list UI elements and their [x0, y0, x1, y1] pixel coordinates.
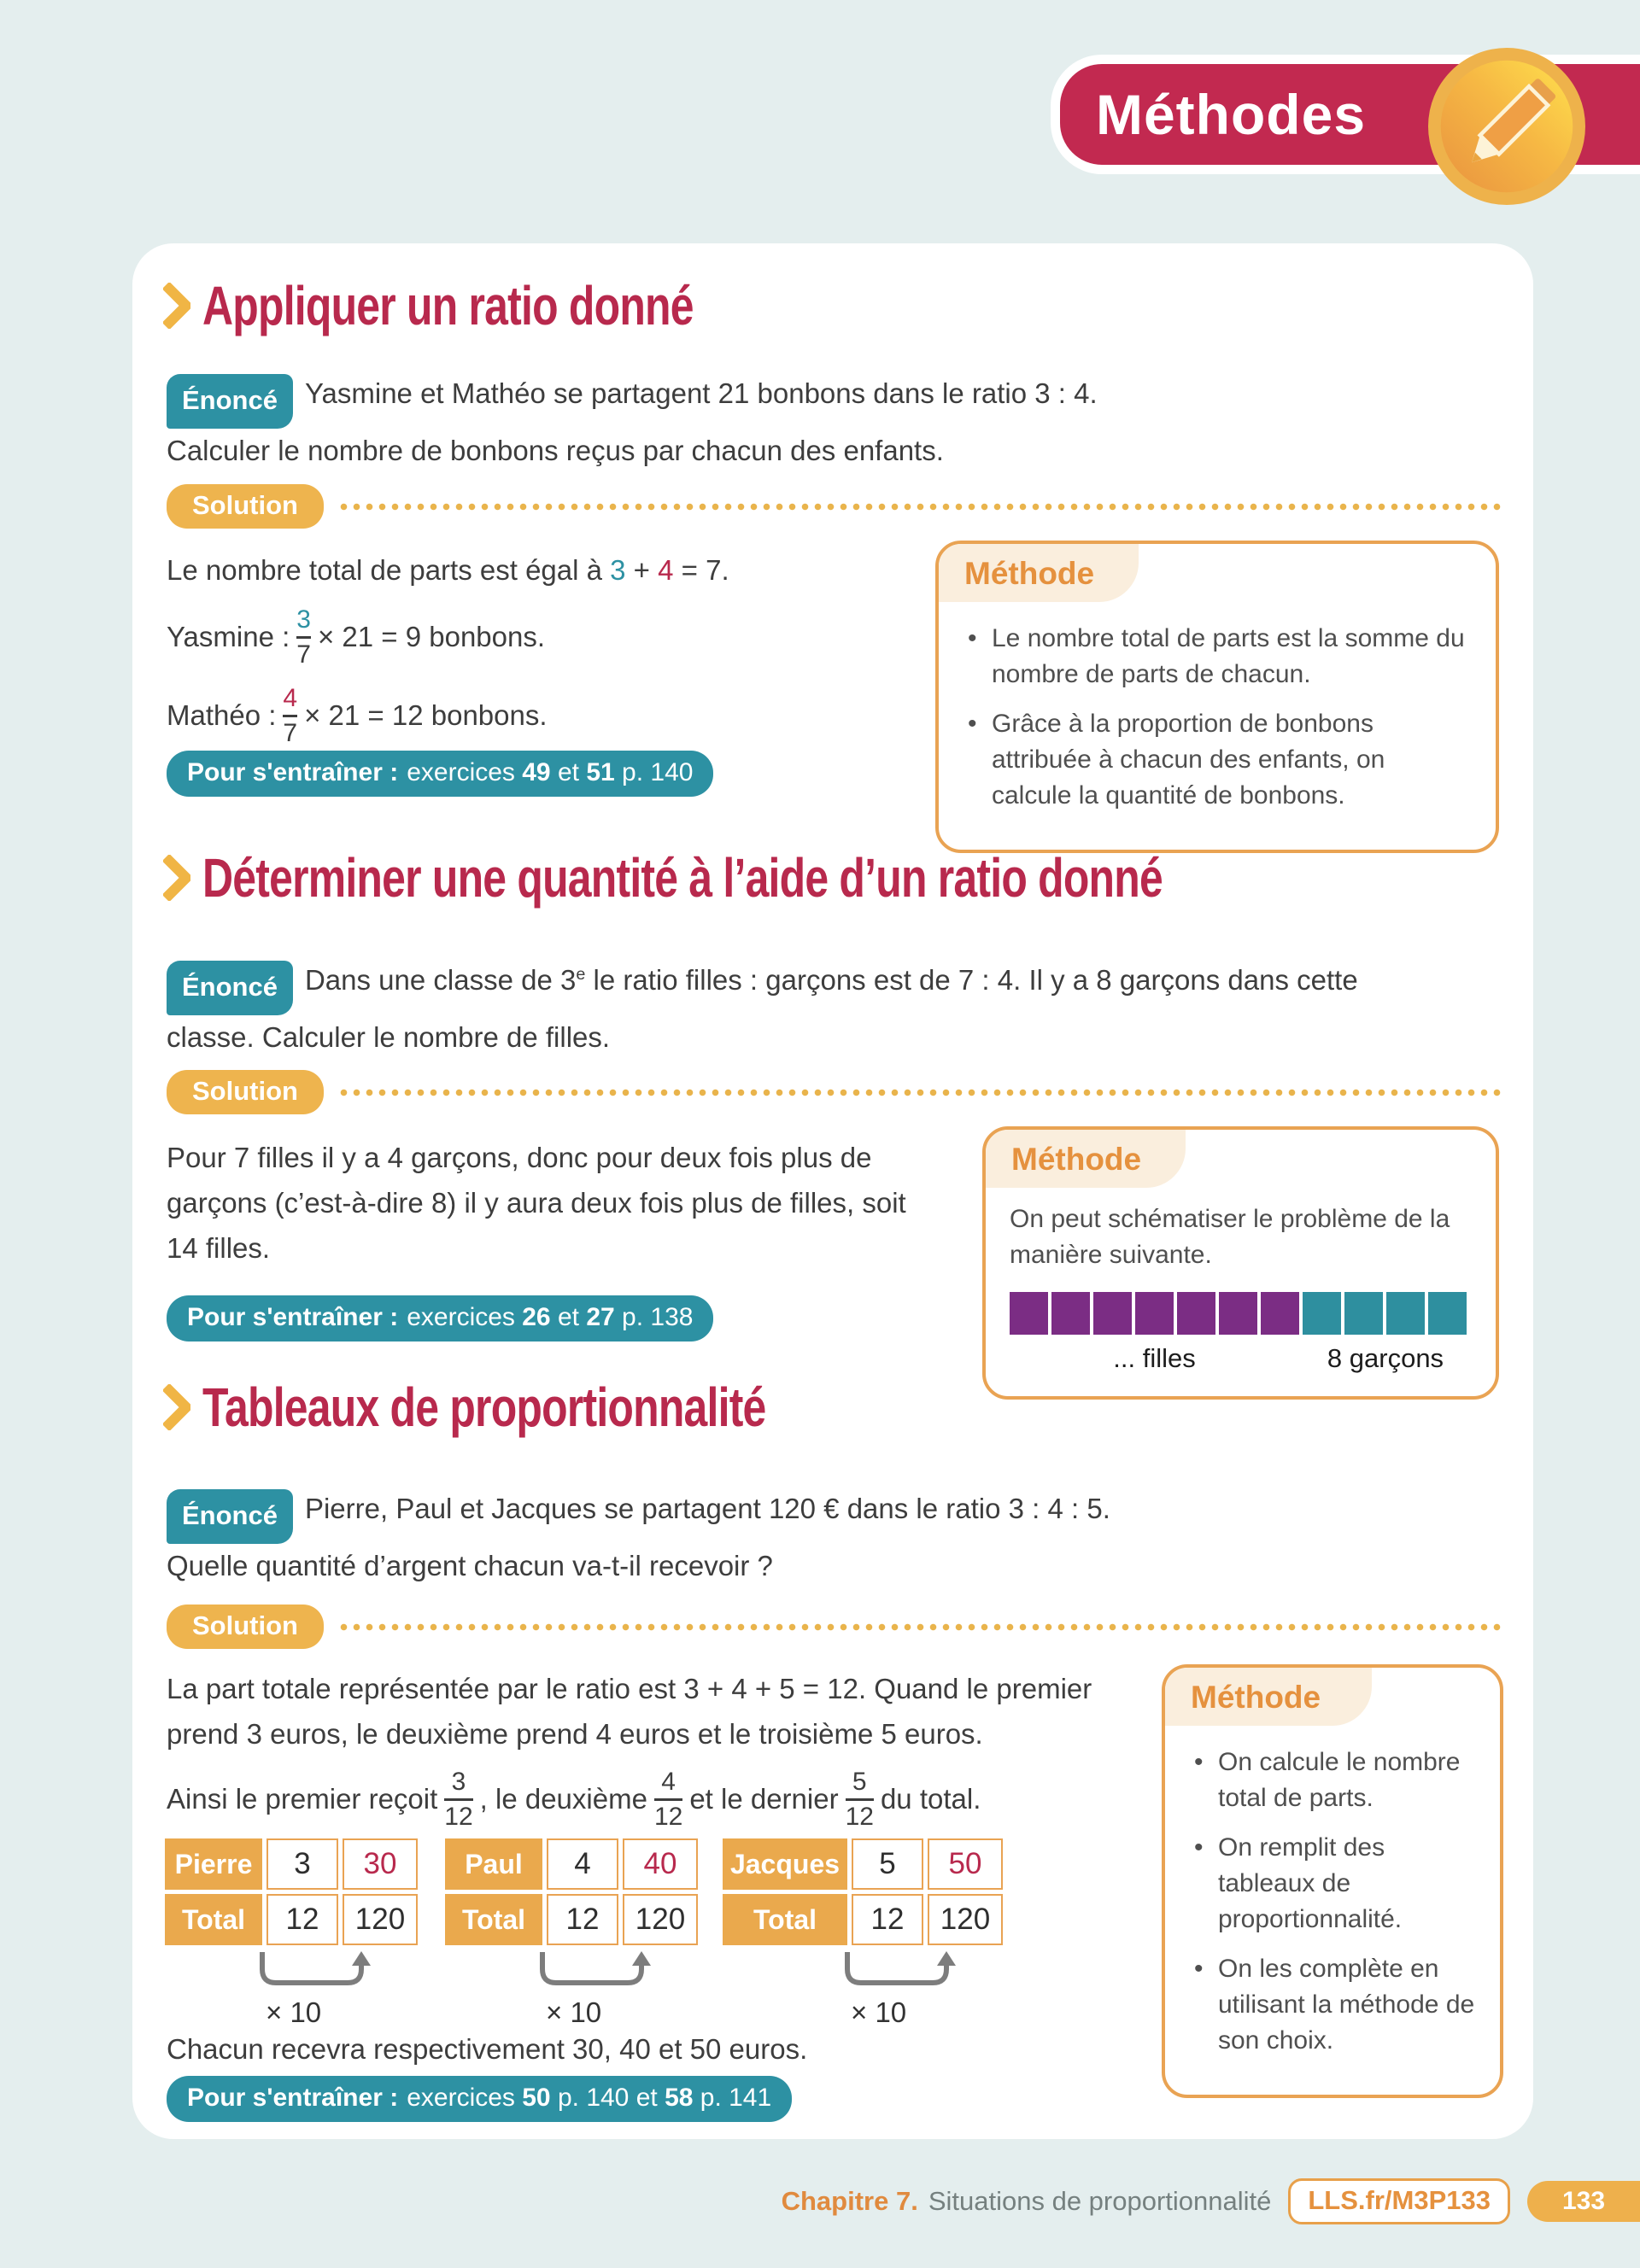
enonce-badge: Énoncé [167, 1489, 293, 1544]
table-row-header: Jacques [723, 1838, 847, 1890]
chevron-icon [163, 283, 190, 329]
times-ten-arrow [835, 1950, 964, 1995]
table-cell: 12 [547, 1894, 618, 1945]
ratio-square [1386, 1292, 1425, 1335]
lls-code-badge[interactable]: LLS.fr/M3P133 [1288, 2178, 1510, 2224]
times-ten-arrow [250, 1950, 378, 1995]
superscript: e [576, 965, 586, 984]
table-row-header: Pierre [165, 1838, 262, 1890]
footer-chapter: Chapitre 7. [781, 2186, 918, 2216]
table-cell-result: 40 [623, 1838, 698, 1890]
solution-body [167, 547, 927, 755]
table-cell: 5 [852, 1838, 923, 1890]
dotted-divider [337, 503, 1503, 511]
dotted-divider [337, 1089, 1503, 1096]
table-cell-result: 50 [928, 1838, 1003, 1890]
enonce-badge: Énoncé [167, 374, 293, 429]
solution-math-line: Yasmine : $\frac{3}{7}$ × 21 = 9 bonbons. [167, 605, 546, 669]
table-cell: 3 [266, 1838, 338, 1890]
method-header: Méthode [986, 1130, 1186, 1188]
section-title: Tableaux de proportionnalité [202, 1377, 766, 1438]
practice-pill: Pour s'entraîner : exercices 49 et 51 p. 140 [167, 751, 713, 797]
ratio-square [1303, 1292, 1341, 1335]
method-box [982, 1126, 1499, 1400]
filles-label: ... filles [1113, 1343, 1196, 1373]
method-bullets [963, 621, 1472, 814]
ratio-part-1: 3 [610, 554, 626, 586]
proportionality-table [165, 1838, 418, 1945]
table-block-paul [445, 1838, 698, 2029]
enonce-text-line1: Dans une classe de 3e le ratio filles : garçons est de 7 : 4. Il y a 8 garçons dans cette [304, 964, 1358, 996]
section-title: Appliquer un ratio donné [202, 275, 694, 336]
enonce-text-line2: Calculer le nombre de bonbons reçus par chacun des enfants. [167, 435, 944, 466]
multiplier-label: × 10 [851, 1996, 907, 2028]
fraction: $\frac{4}{12}$ [653, 1767, 683, 1831]
ratio-square [1219, 1292, 1257, 1335]
method-bullets [1189, 1745, 1476, 2059]
conclusion-text: Chacun recevra respectivement 30, 40 et 50 euros. [167, 2033, 808, 2065]
table-row-header: Total [445, 1894, 542, 1945]
page-footer [0, 2177, 1640, 2225]
method-box [935, 541, 1499, 853]
enonce-text-line1: Pierre, Paul et Jacques se partagent 120 € dans le ratio 3 : 4 : 5. [304, 1493, 1110, 1524]
ratio-square [1010, 1292, 1048, 1335]
times-ten-arrow [530, 1950, 659, 1995]
fraction: $\frac{3}{7}$ [296, 605, 311, 669]
method-bullet: • Le nombre total de parts est la somme du nombre de parts de chacun. [963, 621, 1472, 693]
enonce-text-line1: Yasmine et Mathéo se partagent 21 bonbons dans le ratio 3 : 4. [304, 377, 1098, 409]
ratio-bar-chart [1010, 1292, 1472, 1335]
ratio-square [1428, 1292, 1467, 1335]
enonce-paragraph [167, 371, 1482, 473]
ratio-part-2: 4 [658, 554, 674, 586]
chevron-icon [163, 1384, 190, 1430]
proportionality-table [445, 1838, 698, 1945]
method-header: Méthode [939, 544, 1139, 602]
section-title-row [163, 1376, 925, 1439]
ratio-square [1093, 1292, 1132, 1335]
solution-badge: Solution [167, 1605, 324, 1649]
ratio-square [1051, 1292, 1090, 1335]
content-panel [132, 243, 1533, 2139]
multiplier-label: × 10 [546, 1996, 602, 2028]
table-row-header: Total [723, 1894, 847, 1945]
section-title: Déterminer une quantité à l’aide d’un ratio donné [202, 847, 1163, 909]
table-cell: 12 [266, 1894, 338, 1945]
method-header: Méthode [1165, 1668, 1372, 1726]
solution-body [167, 1666, 1157, 1838]
table-block-pierre [165, 1838, 418, 2029]
method-box [1162, 1664, 1503, 2098]
fraction: $\frac{5}{12}$ [845, 1767, 874, 1831]
chevron-icon [163, 855, 190, 901]
table-cell: 120 [343, 1894, 418, 1945]
ratio-bar-filles [1010, 1292, 1299, 1335]
ratio-bar-labels [1010, 1343, 1472, 1374]
table-cell: 120 [928, 1894, 1003, 1945]
table-cell: 4 [547, 1838, 618, 1890]
ratio-square [1344, 1292, 1383, 1335]
page-number-badge: 133 [1527, 2181, 1640, 2222]
ratio-square [1261, 1292, 1299, 1335]
practice-row [167, 2076, 792, 2122]
enonce-paragraph [167, 1487, 1482, 1588]
table-cell: 120 [623, 1894, 698, 1945]
footer-chapter-title: Situations de proportionnalité [928, 2186, 1272, 2216]
table-cell: 12 [852, 1894, 923, 1945]
table-row-header: Total [165, 1894, 262, 1945]
solution-body: Pour 7 filles il y a 4 garçons, donc pour deux fois plus de garçons (c’est-à-dire 8) il y aura deux fois plus de filles, soit 14 filles. [167, 1142, 906, 1264]
practice-row [167, 751, 713, 797]
multiplier-label: × 10 [266, 1996, 322, 2028]
solution-row [167, 1605, 1503, 1649]
enonce-paragraph [167, 952, 1482, 1060]
ratio-square [1177, 1292, 1215, 1335]
enonce-text-line2: classe. Calculer le nombre de filles. [167, 1021, 611, 1053]
fraction: $\frac{3}{12}$ [444, 1767, 473, 1831]
pencil-icon [1428, 48, 1585, 205]
practice-pill: Pour s'entraîner : exercices 50 p. 140 et 58 p. 141 [167, 2076, 792, 2122]
garcons-label: 8 garçons [1327, 1343, 1444, 1373]
fraction: $\frac{4}{7}$ [283, 683, 298, 747]
solution-paragraph: La part totale représentée par le ratio est 3 + 4 + 5 = 12. Quand le premier prend 3 euros, le deuxième prend 4 euros et le troisième 5 euros. [167, 1673, 1092, 1750]
method-bullet: • Grâce à la proportion de bonbons attribuée à chacun des enfants, on calcule la quantité de bonbons. [963, 706, 1472, 814]
table-block-jacques [723, 1838, 1003, 2029]
solution-row [167, 1070, 1503, 1114]
dotted-divider [337, 1623, 1503, 1631]
solution-math-line: Mathéo : $\frac{4}{7}$ × 21 = 12 bonbons. [167, 683, 548, 747]
solution-row [167, 484, 1503, 529]
ratio-square [1135, 1292, 1174, 1335]
enonce-badge: Énoncé [167, 961, 293, 1015]
proportionality-table [723, 1838, 1003, 1945]
practice-row [167, 1295, 713, 1342]
enonce-text-line2: Quelle quantité d’argent chacun va-t-il recevoir ? [167, 1550, 773, 1581]
table-cell-result: 30 [343, 1838, 418, 1890]
section-title-row [163, 846, 1433, 909]
table-row-header: Paul [445, 1838, 542, 1890]
method-bullet: • On calcule le nombre total de parts. [1189, 1745, 1476, 1816]
solution-badge: Solution [167, 1070, 324, 1114]
solution-badge: Solution [167, 484, 324, 529]
practice-pill: Pour s'entraîner : exercices 26 et 27 p. 138 [167, 1295, 713, 1342]
section-title-row [163, 274, 832, 337]
page-title: Méthodes [1096, 83, 1367, 146]
ratio-bar-garcons [1303, 1292, 1467, 1335]
method-text: On peut schématiser le problème de la manière suivante. [1010, 1205, 1450, 1269]
solution-fraction-line: Ainsi le premier reçoit $\frac{3}{12}$ , le deuxième $\frac{4}{12}$ et le dernier $\frac{5}{12}$ du total. [167, 1767, 981, 1831]
method-bullet: • On les complète en utilisant la méthode de son choix. [1189, 1951, 1476, 2059]
method-bullet: • On remplit des tableaux de proportionnalité. [1189, 1830, 1476, 1938]
solution-line: Le nombre total de parts est égal à 3 + 4 = 7. [167, 554, 729, 586]
